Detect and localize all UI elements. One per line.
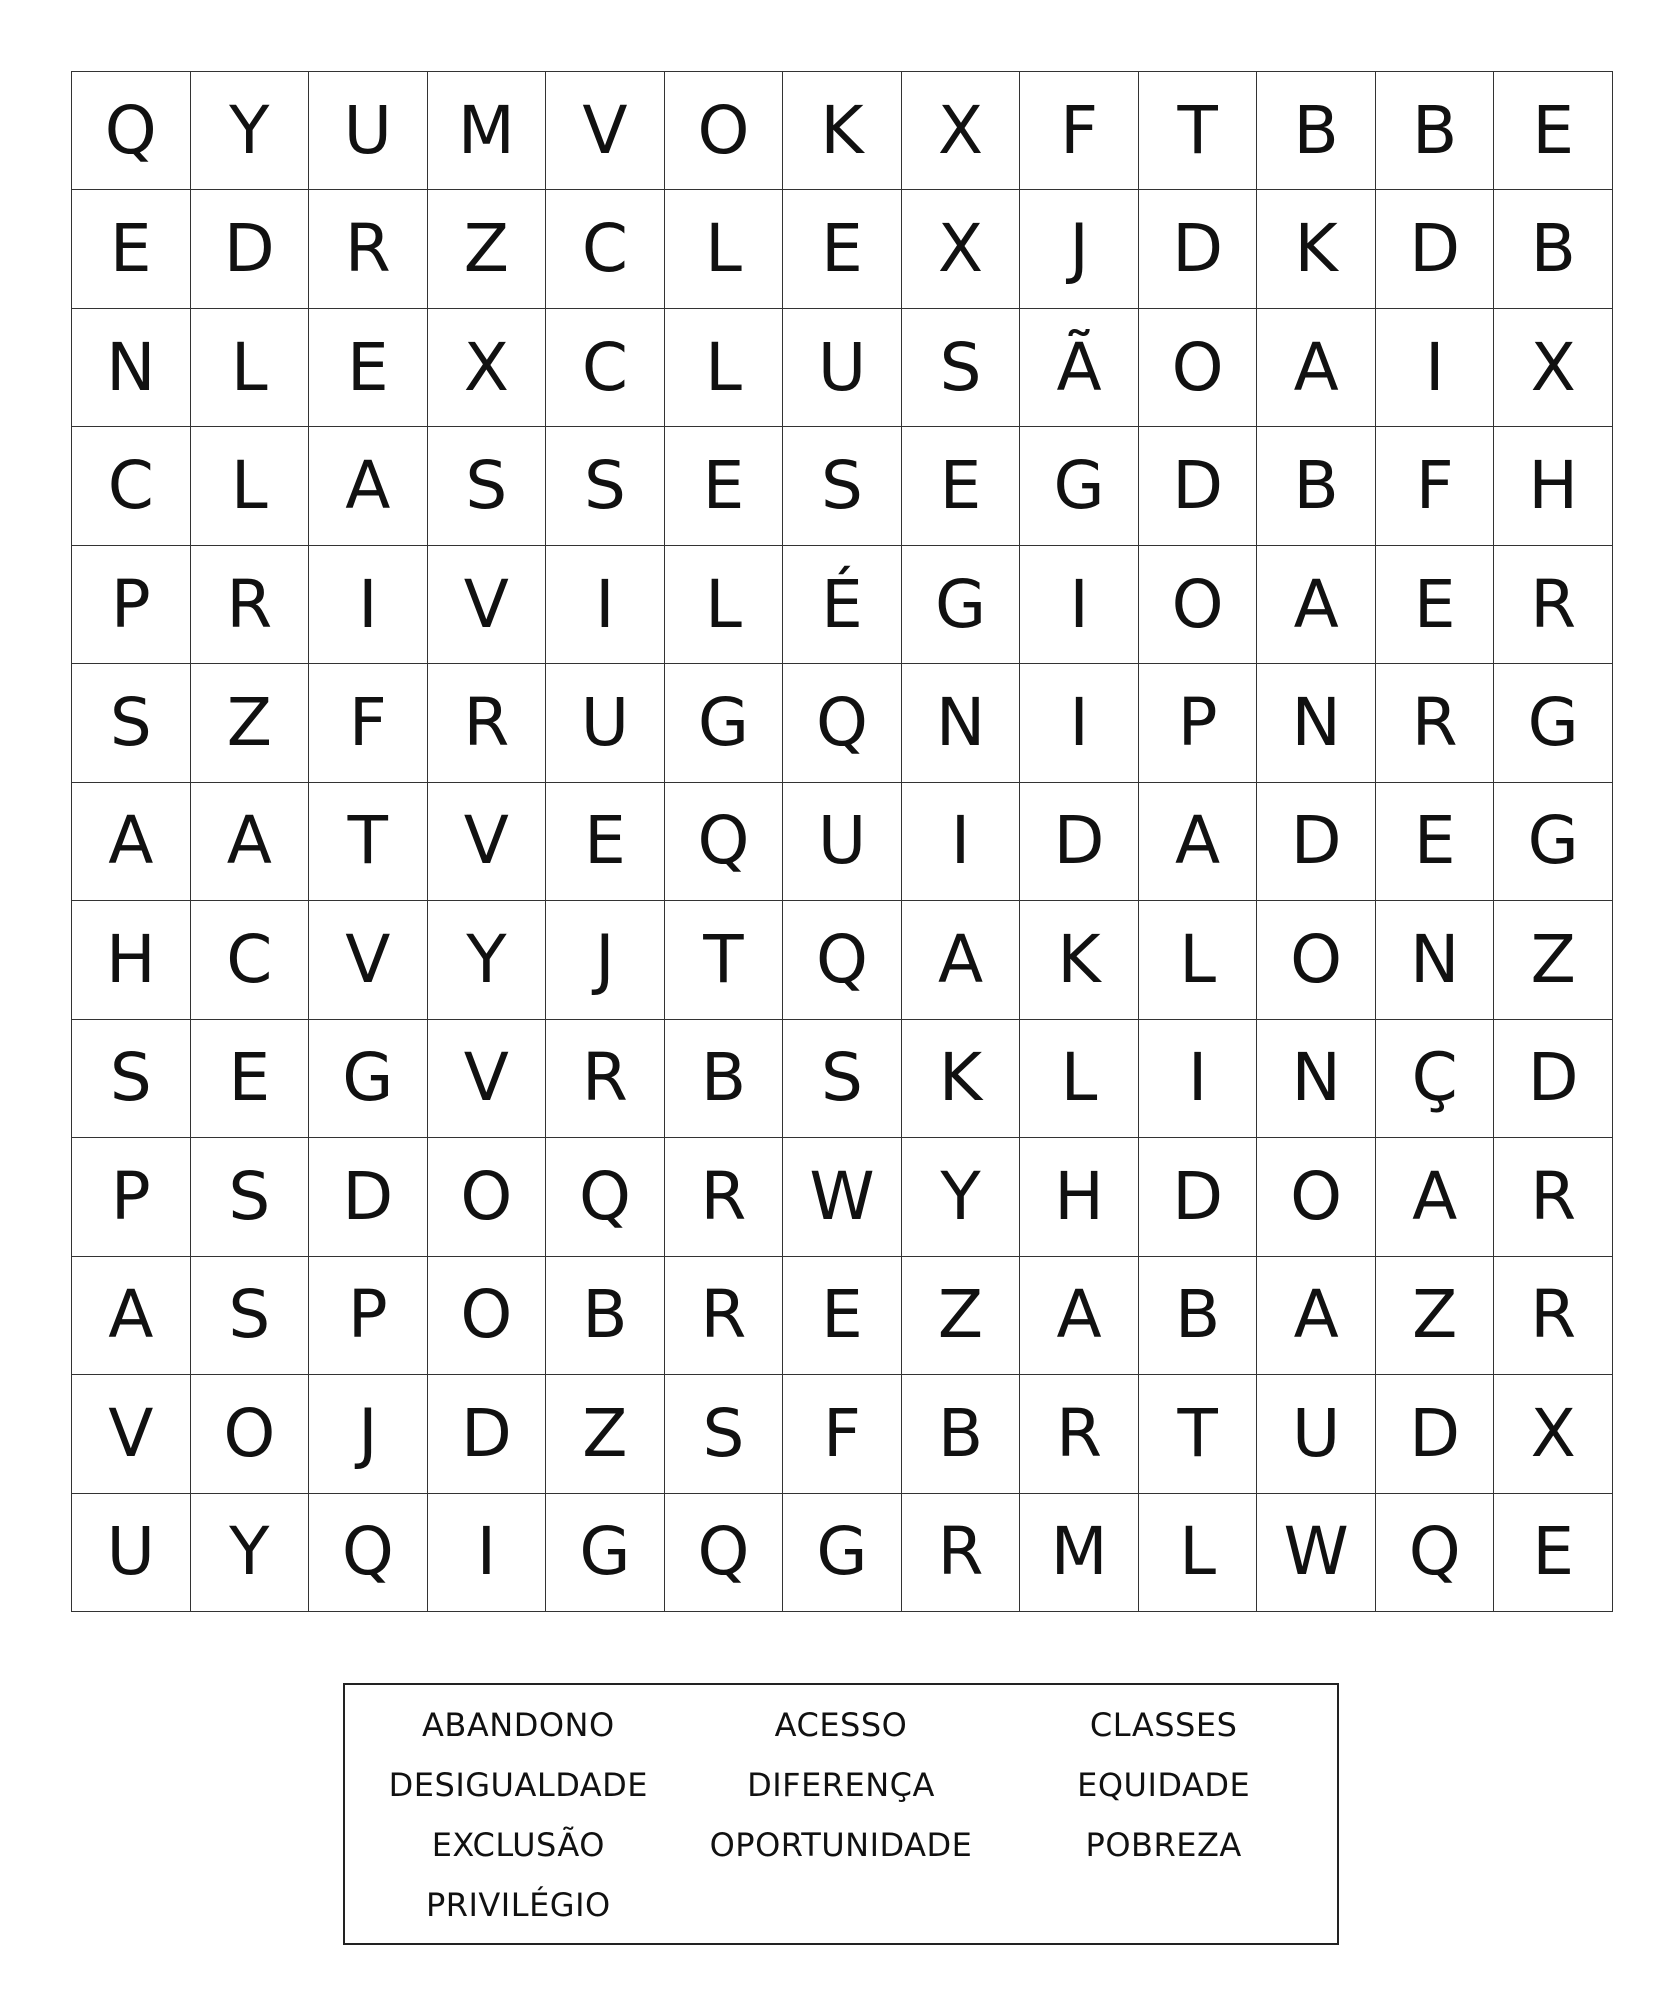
grid-cell[interactable]: R bbox=[1494, 1138, 1613, 1256]
grid-cell[interactable]: E bbox=[309, 309, 428, 427]
grid-cell[interactable]: Z bbox=[1376, 1257, 1495, 1375]
grid-cell[interactable]: D bbox=[1020, 783, 1139, 901]
grid-cell[interactable]: E bbox=[191, 1020, 310, 1138]
grid-cell[interactable]: P bbox=[1139, 664, 1258, 782]
grid-cell[interactable]: S bbox=[665, 1375, 784, 1493]
grid-cell[interactable]: Q bbox=[665, 1494, 784, 1612]
grid-cell[interactable]: X bbox=[1494, 1375, 1613, 1493]
grid-cell[interactable]: L bbox=[665, 309, 784, 427]
grid-cell[interactable]: E bbox=[1494, 72, 1613, 190]
grid-cell[interactable]: S bbox=[783, 427, 902, 545]
grid-cell[interactable]: G bbox=[902, 546, 1021, 664]
grid-cell[interactable]: É bbox=[783, 546, 902, 664]
grid-cell[interactable]: G bbox=[1494, 783, 1613, 901]
grid-cell[interactable]: B bbox=[1494, 190, 1613, 308]
grid-cell[interactable]: R bbox=[546, 1020, 665, 1138]
grid-cell[interactable]: Y bbox=[191, 72, 310, 190]
grid-cell[interactable]: D bbox=[1257, 783, 1376, 901]
grid-cell[interactable]: Z bbox=[1494, 901, 1613, 1019]
grid-cell[interactable]: I bbox=[546, 546, 665, 664]
grid-cell[interactable]: Ç bbox=[1376, 1020, 1495, 1138]
grid-cell[interactable]: U bbox=[309, 72, 428, 190]
grid-cell[interactable]: S bbox=[72, 664, 191, 782]
word-bank-item: OPORTUNIDADE bbox=[709, 1826, 973, 1864]
grid-cell[interactable]: B bbox=[902, 1375, 1021, 1493]
grid-cell[interactable]: Z bbox=[191, 664, 310, 782]
grid-cell[interactable]: U bbox=[783, 783, 902, 901]
grid-cell[interactable]: X bbox=[428, 309, 547, 427]
grid-cell[interactable]: T bbox=[1139, 72, 1258, 190]
grid-cell[interactable]: X bbox=[902, 190, 1021, 308]
grid-cell[interactable]: Q bbox=[783, 901, 902, 1019]
grid-cell[interactable]: J bbox=[1020, 190, 1139, 308]
grid-cell[interactable]: E bbox=[1376, 546, 1495, 664]
grid-cell[interactable]: V bbox=[428, 1020, 547, 1138]
grid-cell[interactable]: X bbox=[902, 72, 1021, 190]
word-bank-item: ACESSO bbox=[774, 1706, 908, 1744]
grid-cell[interactable]: P bbox=[72, 1138, 191, 1256]
grid-cell[interactable]: T bbox=[665, 901, 784, 1019]
grid-cell[interactable]: G bbox=[665, 664, 784, 782]
grid-cell[interactable]: L bbox=[665, 546, 784, 664]
grid-cell[interactable]: O bbox=[1257, 1138, 1376, 1256]
grid-cell[interactable]: Y bbox=[428, 901, 547, 1019]
grid-cell[interactable]: K bbox=[902, 1020, 1021, 1138]
grid-cell[interactable]: S bbox=[191, 1138, 310, 1256]
grid-cell[interactable]: S bbox=[902, 309, 1021, 427]
grid-cell[interactable]: B bbox=[1257, 427, 1376, 545]
grid-cell[interactable]: P bbox=[309, 1257, 428, 1375]
grid-cell[interactable]: G bbox=[1494, 664, 1613, 782]
grid-cell[interactable]: U bbox=[783, 309, 902, 427]
grid-cell[interactable]: N bbox=[902, 664, 1021, 782]
grid-cell[interactable]: H bbox=[72, 901, 191, 1019]
grid-cell[interactable]: N bbox=[1376, 901, 1495, 1019]
grid-cell[interactable]: A bbox=[1020, 1257, 1139, 1375]
grid-cell[interactable]: Q bbox=[72, 72, 191, 190]
grid-cell[interactable]: Q bbox=[665, 783, 784, 901]
grid-cell[interactable]: Z bbox=[902, 1257, 1021, 1375]
grid-cell[interactable]: F bbox=[783, 1375, 902, 1493]
grid-cell[interactable]: A bbox=[902, 901, 1021, 1019]
grid-cell[interactable]: Q bbox=[309, 1494, 428, 1612]
grid-cell[interactable]: W bbox=[783, 1138, 902, 1256]
grid-cell[interactable]: L bbox=[191, 427, 310, 545]
grid-cell[interactable]: E bbox=[783, 1257, 902, 1375]
grid-cell[interactable]: D bbox=[1139, 427, 1258, 545]
grid-cell[interactable]: Y bbox=[902, 1138, 1021, 1256]
grid-cell[interactable]: C bbox=[191, 901, 310, 1019]
grid-cell[interactable]: O bbox=[428, 1138, 547, 1256]
grid-cell[interactable]: I bbox=[1020, 546, 1139, 664]
grid-cell[interactable]: N bbox=[72, 309, 191, 427]
grid-cell[interactable]: D bbox=[1139, 190, 1258, 308]
grid-cell[interactable]: R bbox=[1494, 1257, 1613, 1375]
grid-cell[interactable]: O bbox=[665, 72, 784, 190]
grid-cell[interactable]: T bbox=[1139, 1375, 1258, 1493]
grid-cell[interactable]: F bbox=[1376, 427, 1495, 545]
grid-cell[interactable]: L bbox=[1139, 1494, 1258, 1612]
grid-cell[interactable]: E bbox=[665, 427, 784, 545]
grid-cell[interactable]: Ã bbox=[1020, 309, 1139, 427]
grid-cell[interactable]: R bbox=[191, 546, 310, 664]
grid-cell[interactable]: O bbox=[1139, 309, 1258, 427]
grid-cell[interactable]: V bbox=[428, 783, 547, 901]
grid-cell[interactable]: E bbox=[783, 190, 902, 308]
grid-cell[interactable]: Y bbox=[191, 1494, 310, 1612]
grid-cell[interactable]: U bbox=[1257, 1375, 1376, 1493]
word-bank-item: POBREZA bbox=[1085, 1826, 1242, 1864]
grid-cell[interactable]: S bbox=[72, 1020, 191, 1138]
word-bank-item: PRIVILÉGIO bbox=[425, 1886, 611, 1924]
grid-cell[interactable]: C bbox=[546, 309, 665, 427]
grid-cell[interactable]: S bbox=[428, 427, 547, 545]
grid-cell[interactable]: B bbox=[546, 1257, 665, 1375]
word-bank-item: DIFERENÇA bbox=[747, 1766, 935, 1804]
grid-cell[interactable]: P bbox=[72, 546, 191, 664]
grid-cell[interactable]: G bbox=[1020, 427, 1139, 545]
letter-grid bbox=[71, 71, 1613, 1612]
grid-cell[interactable]: F bbox=[309, 664, 428, 782]
grid-cell[interactable]: K bbox=[783, 72, 902, 190]
grid-cell[interactable]: E bbox=[1494, 1494, 1613, 1612]
grid-cell[interactable]: B bbox=[1257, 72, 1376, 190]
grid-cell[interactable]: M bbox=[1020, 1494, 1139, 1612]
grid-cell[interactable]: K bbox=[1020, 901, 1139, 1019]
word-bank-item: ABANDONO bbox=[422, 1706, 615, 1744]
grid-cell[interactable]: R bbox=[428, 664, 547, 782]
grid-cell[interactable]: J bbox=[309, 1375, 428, 1493]
grid-cell[interactable]: B bbox=[1139, 1257, 1258, 1375]
word-bank-item: DESIGUALDADE bbox=[388, 1766, 649, 1804]
grid-cell[interactable]: R bbox=[665, 1257, 784, 1375]
grid-cell[interactable]: E bbox=[1376, 783, 1495, 901]
grid-cell[interactable]: A bbox=[72, 1257, 191, 1375]
grid-cell[interactable]: A bbox=[1376, 1138, 1495, 1256]
grid-cell[interactable]: M bbox=[428, 72, 547, 190]
grid-cell[interactable]: A bbox=[1257, 546, 1376, 664]
grid-cell[interactable]: O bbox=[191, 1375, 310, 1493]
grid-cell[interactable]: I bbox=[428, 1494, 547, 1612]
grid-cell[interactable]: B bbox=[1376, 72, 1495, 190]
grid-cell[interactable]: A bbox=[309, 427, 428, 545]
grid-cell[interactable]: R bbox=[1494, 546, 1613, 664]
grid-cell[interactable]: D bbox=[1376, 190, 1495, 308]
grid-cell[interactable]: A bbox=[191, 783, 310, 901]
grid-cell[interactable]: I bbox=[1020, 664, 1139, 782]
grid-cell[interactable]: R bbox=[1376, 664, 1495, 782]
grid-cell[interactable]: R bbox=[902, 1494, 1021, 1612]
grid-cell[interactable]: L bbox=[191, 309, 310, 427]
grid-cell[interactable]: C bbox=[72, 427, 191, 545]
grid-cell[interactable]: U bbox=[72, 1494, 191, 1612]
grid-cell[interactable]: D bbox=[1376, 1375, 1495, 1493]
grid-cell[interactable]: O bbox=[1139, 546, 1258, 664]
grid-cell[interactable]: Z bbox=[428, 190, 547, 308]
grid-cell[interactable]: H bbox=[1020, 1138, 1139, 1256]
grid-cell[interactable]: I bbox=[902, 783, 1021, 901]
grid-cell[interactable]: S bbox=[783, 1020, 902, 1138]
grid-cell[interactable]: Z bbox=[546, 1375, 665, 1493]
grid-cell[interactable]: W bbox=[1257, 1494, 1376, 1612]
grid-cell[interactable]: C bbox=[546, 190, 665, 308]
grid-cell[interactable]: A bbox=[1257, 1257, 1376, 1375]
grid-cell[interactable]: S bbox=[191, 1257, 310, 1375]
grid-cell[interactable]: D bbox=[428, 1375, 547, 1493]
grid-cell[interactable]: G bbox=[546, 1494, 665, 1612]
grid-cell[interactable]: F bbox=[1020, 72, 1139, 190]
word-bank-item: EXCLUSÃO bbox=[431, 1826, 605, 1864]
grid-cell[interactable]: Q bbox=[1376, 1494, 1495, 1612]
grid-cell[interactable]: O bbox=[428, 1257, 547, 1375]
grid-cell[interactable]: L bbox=[665, 190, 784, 308]
grid-cell[interactable]: S bbox=[546, 427, 665, 545]
word-bank-item: EQUIDADE bbox=[1077, 1766, 1251, 1804]
grid-cell[interactable]: B bbox=[665, 1020, 784, 1138]
grid-cell[interactable]: E bbox=[902, 427, 1021, 545]
grid-cell[interactable]: R bbox=[1020, 1375, 1139, 1493]
grid-cell[interactable]: A bbox=[1257, 309, 1376, 427]
grid-cell[interactable]: Q bbox=[783, 664, 902, 782]
grid-cell[interactable]: I bbox=[309, 546, 428, 664]
grid-cell[interactable]: G bbox=[783, 1494, 902, 1612]
grid-cell[interactable]: A bbox=[1139, 783, 1258, 901]
grid-cell[interactable]: L bbox=[1020, 1020, 1139, 1138]
grid-cell[interactable]: L bbox=[1139, 901, 1258, 1019]
word-bank bbox=[343, 1683, 1339, 1945]
grid-cell[interactable]: U bbox=[546, 664, 665, 782]
grid-cell[interactable]: I bbox=[1376, 309, 1495, 427]
grid-cell[interactable]: E bbox=[72, 190, 191, 308]
grid-cell[interactable]: N bbox=[1257, 664, 1376, 782]
grid-cell[interactable]: R bbox=[309, 190, 428, 308]
grid-cell[interactable]: E bbox=[546, 783, 665, 901]
grid-cell[interactable]: D bbox=[309, 1138, 428, 1256]
grid-cell[interactable]: R bbox=[665, 1138, 784, 1256]
grid-cell[interactable]: J bbox=[546, 901, 665, 1019]
grid-cell[interactable]: K bbox=[1257, 190, 1376, 308]
grid-cell[interactable]: X bbox=[1494, 309, 1613, 427]
grid-cell[interactable]: D bbox=[191, 190, 310, 308]
grid-cell[interactable]: V bbox=[72, 1375, 191, 1493]
grid-cell[interactable]: N bbox=[1257, 1020, 1376, 1138]
grid-cell[interactable]: O bbox=[1257, 901, 1376, 1019]
grid-cell[interactable]: I bbox=[1139, 1020, 1258, 1138]
grid-cell[interactable]: V bbox=[428, 546, 547, 664]
grid-cell[interactable]: H bbox=[1494, 427, 1613, 545]
word-bank-item: CLASSES bbox=[1089, 1706, 1238, 1744]
grid-cell[interactable]: V bbox=[309, 901, 428, 1019]
grid-cell[interactable]: A bbox=[72, 783, 191, 901]
grid-cell[interactable]: G bbox=[309, 1020, 428, 1138]
grid-cell[interactable]: D bbox=[1139, 1138, 1258, 1256]
grid-cell[interactable]: T bbox=[309, 783, 428, 901]
grid-cell[interactable]: Q bbox=[546, 1138, 665, 1256]
grid-cell[interactable]: D bbox=[1494, 1020, 1613, 1138]
grid-cell[interactable]: V bbox=[546, 72, 665, 190]
